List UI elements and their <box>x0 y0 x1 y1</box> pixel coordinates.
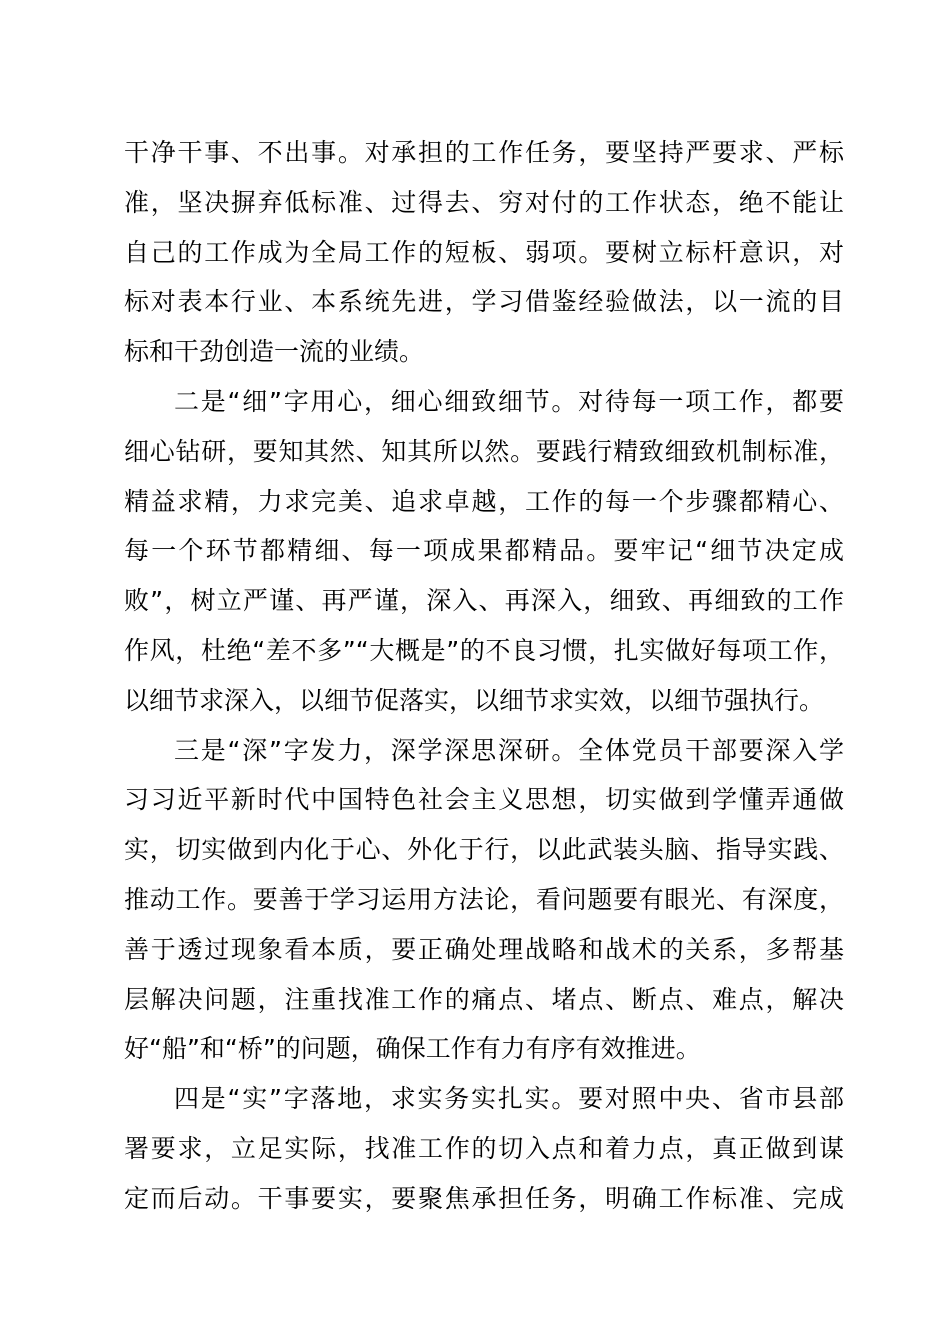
text-line: 善于透过现象看本质，要正确处理战略和战术的关系，多帮基 <box>124 934 844 964</box>
text-line: 标对表本行业、本系统先进，学习借鉴经验做法，以一流的目 <box>124 287 844 317</box>
paragraph-heading-line: 四是“实”字落地，求实务实扎实。要对照中央、省市县部 <box>174 1084 844 1114</box>
text-line: 每一个环节都精细、每一项成果都精品。要牢记“细节决定成 <box>124 536 844 566</box>
text-line: 以细节求深入，以细节促落实，以细节求实效，以细节强执行。 <box>124 685 825 715</box>
text-line: 推动工作。要善于学习运用方法论，看问题要有眼光、有深度， <box>124 884 844 914</box>
text-line: 细心钻研，要知其然、知其所以然。要践行精致细致机制标准， <box>124 436 844 466</box>
text-line: 精益求精，力求完美、追求卓越，工作的每一个步骤都精心、 <box>124 486 844 516</box>
body-text <box>124 128 844 1224</box>
text-line: 定而后动。干事要实，要聚焦承担任务，明确工作标准、完成 <box>124 1183 844 1213</box>
text-line: 层解决问题，注重找准工作的痛点、堵点、断点、难点，解决 <box>124 984 844 1014</box>
paragraph-heading-line: 三是“深”字发力，深学深思深研。全体党员干部要深入学 <box>174 735 844 765</box>
text-line: 署要求，立足实际，找准工作的切入点和着力点，真正做到谋 <box>124 1133 844 1163</box>
text-line: 自己的工作成为全局工作的短板、弱项。要树立标杆意识，对 <box>124 237 844 267</box>
text-line: 败”，树立严谨、再严谨，深入、再深入，细致、再细致的工作 <box>124 586 844 616</box>
text-line: 好“船”和“桥”的问题，确保工作有力有序有效推进。 <box>124 1034 701 1064</box>
text-line: 习习近平新时代中国特色社会主义思想，切实做到学懂弄通做 <box>124 785 844 815</box>
text-line: 干净干事、不出事。对承担的工作任务，要坚持严要求、严标 <box>124 138 844 167</box>
text-line: 准，坚决摒弃低标准、过得去、穷对付的工作状态，绝不能让 <box>124 187 844 217</box>
text-line: 作风，杜绝“差不多”“大概是”的不良习惯，扎实做好每项工作， <box>124 635 844 665</box>
text-line: 标和干劲创造一流的业绩。 <box>124 337 425 367</box>
text-line: 实，切实做到内化于心、外化于行，以此武装头脑、指导实践、 <box>124 835 844 865</box>
paragraph-heading-line: 二是“细”字用心，细心细致细节。对待每一项工作，都要 <box>174 386 844 416</box>
